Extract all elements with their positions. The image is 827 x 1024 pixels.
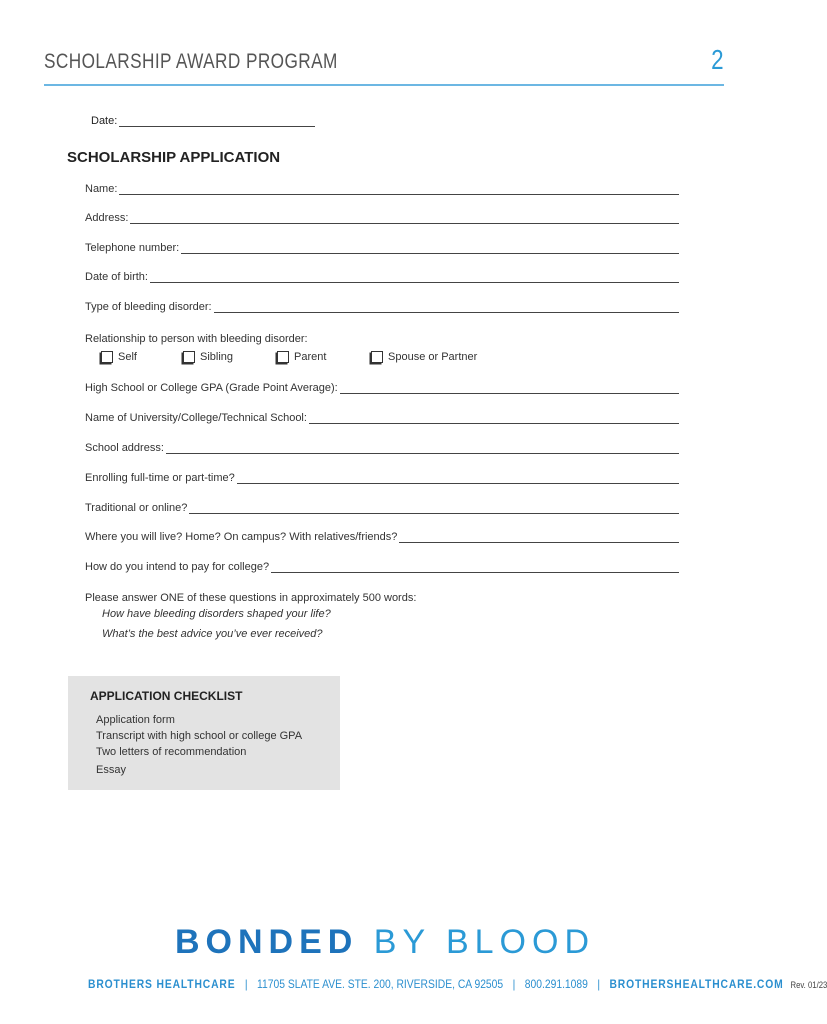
date-input-line[interactable] xyxy=(119,115,315,127)
application-checklist xyxy=(68,676,340,790)
name-input-line[interactable] xyxy=(119,184,679,195)
school-address-field[interactable] xyxy=(85,442,679,454)
checklist-item: Transcript with high school or college GPA xyxy=(96,730,303,742)
option-label: Spouse or Partner xyxy=(388,351,478,363)
footer-address: 11705 SLATE AVE. STE. 200, RIVERSIDE, CA 92505 xyxy=(257,977,504,991)
school-name-input-line[interactable] xyxy=(309,413,679,424)
footer-separator: | xyxy=(597,977,601,991)
essay-question-2: What’s the best advice you’ve ever received? xyxy=(102,628,323,640)
bleeding-disorder-field[interactable] xyxy=(85,301,679,313)
footer xyxy=(88,977,827,991)
option-label: Parent xyxy=(294,351,327,363)
date-field[interactable] xyxy=(91,115,315,127)
relationship-label: Relationship to person with bleeding disorder: xyxy=(85,333,308,345)
dob-label: Date of birth: xyxy=(85,271,148,283)
checkbox-icon[interactable] xyxy=(371,351,383,363)
relationship-option-spouse[interactable] xyxy=(371,351,477,363)
essay-question-1: How have bleeding disorders shaped your life? xyxy=(102,608,331,620)
option-label: Sibling xyxy=(200,351,234,363)
checklist-item: Application form xyxy=(96,714,175,726)
relationship-option-sibling[interactable] xyxy=(183,351,233,363)
live-field[interactable] xyxy=(85,531,679,543)
telephone-field[interactable] xyxy=(85,242,679,254)
pay-label: How do you intend to pay for college? xyxy=(85,561,270,573)
pay-field[interactable] xyxy=(85,561,679,573)
dob-field[interactable] xyxy=(85,271,679,283)
footer-revision: Rev. 01/23 xyxy=(790,980,827,990)
checkbox-icon[interactable] xyxy=(183,351,195,363)
brand-regular: BY BLOOD xyxy=(373,923,596,961)
checkbox-icon[interactable] xyxy=(277,351,289,363)
footer-separator: | xyxy=(512,977,516,991)
bleeding-disorder-label: Type of bleeding disorder: xyxy=(85,301,212,313)
traditional-field[interactable] xyxy=(85,502,679,514)
school-name-label: Name of University/College/Technical School: xyxy=(85,412,307,424)
section-title: SCHOLARSHIP APPLICATION xyxy=(67,149,281,166)
gpa-field[interactable] xyxy=(85,382,679,394)
relationship-option-parent[interactable] xyxy=(277,351,326,363)
footer-company: BROTHERS HEALTHCARE xyxy=(88,977,236,991)
brand-logo xyxy=(0,923,770,962)
option-label: Self xyxy=(118,351,137,363)
telephone-input-line[interactable] xyxy=(181,243,679,254)
checklist-title: APPLICATION CHECKLIST xyxy=(90,689,243,703)
telephone-label: Telephone number: xyxy=(85,242,180,254)
live-input-line[interactable] xyxy=(399,532,679,543)
essay-prompt: Please answer ONE of these questions in approximately 500 words: xyxy=(85,592,417,604)
enrolling-field[interactable] xyxy=(85,472,679,484)
footer-website[interactable]: BROTHERSHEALTHCARE.COM xyxy=(609,977,784,991)
enrolling-input-line[interactable] xyxy=(237,473,679,484)
brand-bold: BONDED xyxy=(174,923,359,961)
bleeding-disorder-input-line[interactable] xyxy=(214,302,679,313)
page-title: SCHOLARSHIP AWARD PROGRAM xyxy=(44,50,338,73)
checkbox-icon[interactable] xyxy=(101,351,113,363)
pay-input-line[interactable] xyxy=(271,562,679,573)
gpa-input-line[interactable] xyxy=(340,383,679,394)
dob-input-line[interactable] xyxy=(150,272,679,283)
address-field[interactable] xyxy=(85,212,679,224)
live-label: Where you will live? Home? On campus? With relatives/friends? xyxy=(85,531,398,543)
relationship-option-self[interactable] xyxy=(101,351,137,363)
date-label: Date: xyxy=(91,115,118,127)
footer-separator: | xyxy=(244,977,248,991)
page-number: 2 xyxy=(711,44,724,75)
header-divider xyxy=(44,84,724,86)
name-label: Name: xyxy=(85,183,118,195)
checklist-item: Two letters of recommendation xyxy=(96,746,247,758)
school-name-field[interactable] xyxy=(85,412,679,424)
checklist-item: Essay xyxy=(96,764,126,776)
school-address-input-line[interactable] xyxy=(166,443,679,454)
address-label: Address: xyxy=(85,212,129,224)
name-field[interactable] xyxy=(85,183,679,195)
footer-phone[interactable]: 800.291.1089 xyxy=(524,977,588,991)
gpa-label: High School or College GPA (Grade Point Average): xyxy=(85,382,338,394)
enrolling-label: Enrolling full-time or part-time? xyxy=(85,472,235,484)
traditional-label: Traditional or online? xyxy=(85,502,188,514)
address-input-line[interactable] xyxy=(130,213,679,224)
traditional-input-line[interactable] xyxy=(189,503,679,514)
school-address-label: School address: xyxy=(85,442,164,454)
